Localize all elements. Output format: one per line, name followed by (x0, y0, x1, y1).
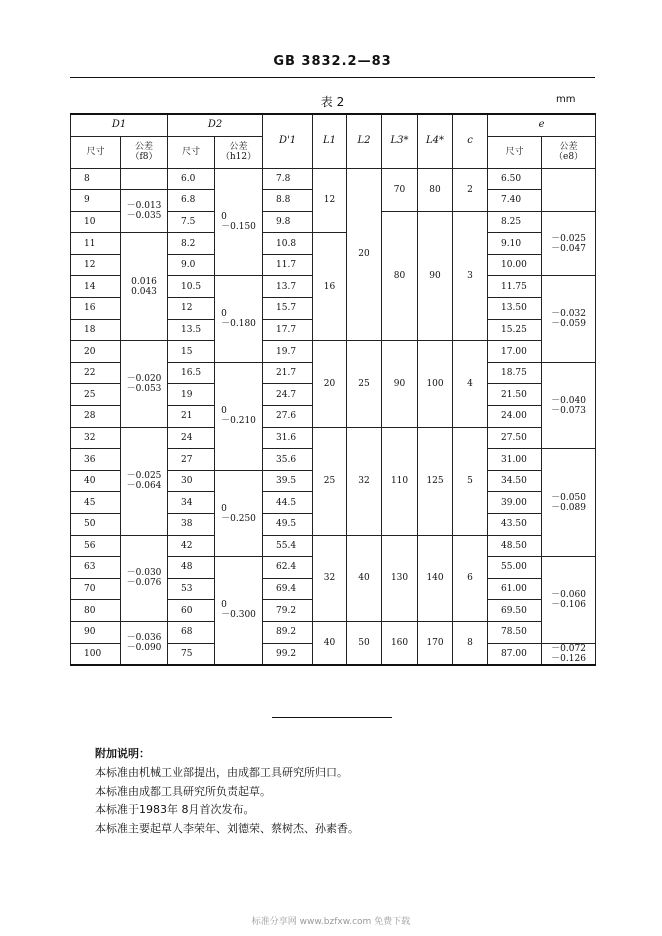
d2-size-cell: 38 (168, 514, 215, 536)
d1-prime-cell: 69.4 (263, 578, 313, 600)
header-rule (70, 77, 595, 78)
d1-prime-cell: 35.6 (263, 449, 313, 471)
tolerance-value (127, 471, 162, 491)
tolerance-upper: －0.060 (551, 589, 586, 600)
header-d1-tol: 公差 （f8） (121, 136, 168, 168)
header-e-tol: 公差 （e8） (542, 136, 596, 168)
e-tol-cell (542, 557, 596, 643)
tolerance-upper: －0.072 (551, 643, 586, 654)
d2-size-cell: 12 (168, 298, 215, 320)
e-size-cell: 43.50 (488, 514, 542, 536)
tolerance-value (551, 309, 586, 329)
table-row (71, 168, 596, 190)
d2-size-cell: 27 (168, 449, 215, 471)
tolerance-upper: 0 (221, 406, 227, 417)
d2-size-cell: 10.5 (168, 276, 215, 298)
tolerance-value (127, 374, 162, 394)
l4-cell: 100 (418, 341, 453, 427)
e-size-cell: 78.50 (488, 621, 542, 643)
e-size-cell: 39.00 (488, 492, 542, 514)
tolerance-value (221, 504, 256, 524)
d1-prime-cell: 44.5 (263, 492, 313, 514)
d1-prime-cell: 27.6 (263, 406, 313, 428)
standard-code-header: GB 3832.2—83 (273, 54, 392, 69)
d1-tol-cell (121, 341, 168, 427)
tolerance-upper: －0.025 (126, 471, 162, 482)
header-c: c (453, 114, 488, 168)
d1-prime-cell: 15.7 (263, 298, 313, 320)
tolerance-value (221, 406, 256, 426)
d2-size-cell: 6.0 (168, 168, 215, 190)
d1-prime-cell: 55.4 (263, 535, 313, 557)
d1-prime-cell: 49.5 (263, 514, 313, 536)
tolerance-upper: 0 (221, 503, 227, 514)
tolerance-upper: 0 (221, 211, 227, 222)
d2-size-cell: 7.5 (168, 211, 215, 233)
tolerance-lower: －0.106 (551, 599, 586, 610)
e-size-cell: 31.00 (488, 449, 542, 471)
d1-size-cell: 18 (71, 319, 121, 341)
e-size-cell: 6.50 (488, 168, 542, 190)
tolerance-upper: －0.050 (551, 492, 586, 503)
e-size-cell: 7.40 (488, 190, 542, 212)
tolerance-upper: －0.030 (126, 568, 162, 579)
d2-tol-cell (215, 168, 263, 276)
d1-prime-cell: 31.6 (263, 427, 313, 449)
d2-size-cell: 53 (168, 578, 215, 600)
table-row (71, 427, 596, 449)
d2-size-cell: 48 (168, 557, 215, 579)
tolerance-value (221, 309, 256, 329)
notes-line: 本标准主要起草人李荣年、刘德荣、蔡树杰、孙素香。 (95, 822, 359, 836)
l3-cell: 160 (382, 621, 418, 664)
d1-size-cell: 10 (71, 211, 121, 233)
e-size-cell: 24.00 (488, 406, 542, 428)
header-l4: L4* (418, 114, 453, 168)
spec-table (70, 113, 596, 666)
table-row (71, 535, 596, 557)
header-d1-size: 尺寸 (71, 136, 121, 168)
tolerance-value (131, 277, 157, 297)
d1-tol-cell (121, 168, 168, 190)
d1-prime-cell: 39.5 (263, 470, 313, 492)
tolerance-value (127, 201, 162, 221)
d1-size-cell: 9 (71, 190, 121, 212)
l4-cell: 125 (418, 427, 453, 535)
notes-line: 本标准由成都工具研究所负责起草。 (95, 784, 271, 798)
c-cell: 4 (453, 341, 488, 427)
header-d2-size: 尺寸 (168, 136, 215, 168)
e-size-cell: 17.00 (488, 341, 542, 363)
d1-prime-cell: 79.2 (263, 600, 313, 622)
e-size-cell: 69.50 (488, 600, 542, 622)
tolerance-lower: －0.053 (126, 383, 162, 394)
e-size-cell: 55.00 (488, 557, 542, 579)
d1-prime-cell: 21.7 (263, 362, 313, 384)
d1-size-cell: 90 (71, 621, 121, 643)
header-l2: L2 (347, 114, 382, 168)
tolerance-lower: －0.059 (551, 319, 586, 330)
tolerance-upper: －0.036 (126, 632, 162, 643)
tolerance-value (127, 568, 162, 588)
e-size-cell: 15.25 (488, 319, 542, 341)
d2-size-cell: 34 (168, 492, 215, 514)
d1-tol-cell (121, 427, 168, 535)
l1-cell: 32 (313, 535, 347, 621)
d2-tol-cell (215, 362, 263, 470)
d2-size-cell: 42 (168, 535, 215, 557)
l3-cell: 70 (382, 168, 418, 211)
header-d2: D2 (168, 114, 263, 136)
watermark-footer: 标准分享网 www.bzfxw.com 免费下载 (251, 917, 411, 927)
l4-cell: 170 (418, 621, 453, 664)
d1-prime-cell: 89.2 (263, 621, 313, 643)
d1-prime-cell: 62.4 (263, 557, 313, 579)
d2-size-cell: 15 (168, 341, 215, 363)
l1-cell: 12 (313, 168, 347, 233)
tolerance-value (551, 396, 586, 416)
c-cell: 3 (453, 211, 488, 341)
d2-size-cell: 9.0 (168, 254, 215, 276)
notes-title: 附加说明： (95, 747, 150, 760)
e-tol-cell (542, 362, 596, 448)
d1-prime-cell: 9.8 (263, 211, 313, 233)
l4-cell: 90 (418, 211, 453, 341)
d1-prime-cell: 17.7 (263, 319, 313, 341)
e-size-cell: 8.25 (488, 211, 542, 233)
d1-prime-cell: 99.2 (263, 643, 313, 665)
header-e: e (488, 114, 596, 136)
tolerance-lower: －0.047 (551, 243, 586, 254)
d1-size-cell: 11 (71, 233, 121, 255)
d1-prime-cell: 11.7 (263, 254, 313, 276)
d1-tol-cell (121, 233, 168, 341)
e-tol-cell (542, 211, 596, 276)
d2-tol-cell (215, 557, 263, 665)
d1-tol-cell (121, 190, 168, 233)
tolerance-upper: －0.040 (551, 395, 586, 406)
e-size-cell: 13.50 (488, 298, 542, 320)
d1-size-cell: 70 (71, 578, 121, 600)
d1-size-cell: 8 (71, 168, 121, 190)
tolerance-value (221, 212, 256, 232)
l1-cell: 25 (313, 427, 347, 535)
d2-size-cell: 19 (168, 384, 215, 406)
tolerance-lower: －0.126 (551, 653, 586, 664)
tolerance-lower: －0.150 (221, 221, 256, 232)
d1-size-cell: 25 (71, 384, 121, 406)
header-d1-prime: D'1 (263, 114, 313, 168)
d2-size-cell: 13.5 (168, 319, 215, 341)
d2-tol-cell (215, 470, 263, 556)
d2-tol-cell (215, 276, 263, 362)
e-tol-cell (542, 168, 596, 211)
table-title: 表 2 (320, 95, 345, 109)
unit-label: mm (556, 94, 576, 105)
notes-line: 本标准于1983年 8月首次发布。 (95, 803, 255, 817)
l2-cell: 50 (347, 621, 382, 664)
additional-notes (95, 745, 595, 839)
l3-cell: 130 (382, 535, 418, 621)
tolerance-lower: －0.064 (126, 481, 162, 492)
l1-cell: 20 (313, 341, 347, 427)
table-row (71, 621, 596, 643)
d1-size-cell: 14 (71, 276, 121, 298)
d1-size-cell: 40 (71, 470, 121, 492)
c-cell: 5 (453, 427, 488, 535)
e-size-cell: 87.00 (488, 643, 542, 665)
tolerance-value (551, 493, 586, 513)
l4-cell: 140 (418, 535, 453, 621)
c-cell: 6 (453, 535, 488, 621)
d2-size-cell: 24 (168, 427, 215, 449)
e-tol-cell (542, 449, 596, 557)
e-size-cell: 10.00 (488, 254, 542, 276)
l2-cell: 25 (347, 341, 382, 427)
tolerance-value (221, 600, 256, 620)
tolerance-lower: －0.090 (126, 642, 162, 653)
end-divider (272, 717, 392, 718)
notes-line: 本标准由机械工业部提出，由成都工具研究所归口。 (95, 765, 348, 779)
d1-tol-cell (121, 621, 168, 664)
e-size-cell: 27.50 (488, 427, 542, 449)
e-size-cell: 9.10 (488, 233, 542, 255)
d1-prime-cell: 19.7 (263, 341, 313, 363)
l3-cell: 80 (382, 211, 418, 341)
e-size-cell: 61.00 (488, 578, 542, 600)
d1-prime-cell: 13.7 (263, 276, 313, 298)
d2-size-cell: 60 (168, 600, 215, 622)
tolerance-lower: －0.035 (126, 211, 162, 222)
l1-cell: 16 (313, 233, 347, 341)
d1-size-cell: 28 (71, 406, 121, 428)
d1-prime-cell: 8.8 (263, 190, 313, 212)
d1-tol-cell (121, 535, 168, 621)
header-d2-tol: 公差 （h12） (215, 136, 263, 168)
tolerance-upper: －0.013 (126, 201, 162, 212)
d1-size-cell: 63 (71, 557, 121, 579)
e-size-cell: 21.50 (488, 384, 542, 406)
d1-prime-cell: 24.7 (263, 384, 313, 406)
l4-cell: 80 (418, 168, 453, 211)
tolerance-lower: －0.210 (221, 416, 256, 427)
e-size-cell: 34.50 (488, 470, 542, 492)
d2-size-cell: 30 (168, 470, 215, 492)
tolerance-upper: 0 (221, 600, 227, 611)
tolerance-value (127, 633, 162, 653)
tolerance-upper: －0.020 (126, 373, 162, 384)
tolerance-upper: －0.025 (551, 233, 586, 244)
l1-cell: 40 (313, 621, 347, 664)
d2-size-cell: 6.8 (168, 190, 215, 212)
d1-size-cell: 56 (71, 535, 121, 557)
table-row (71, 341, 596, 363)
l3-cell: 90 (382, 341, 418, 427)
c-cell: 8 (453, 621, 488, 664)
header-l1: L1 (313, 114, 347, 168)
header-e-size: 尺寸 (488, 136, 542, 168)
tolerance-value (551, 644, 586, 664)
e-size-cell: 11.75 (488, 276, 542, 298)
d1-size-cell: 32 (71, 427, 121, 449)
tolerance-lower: －0.250 (221, 513, 256, 524)
d1-size-cell: 50 (71, 514, 121, 536)
l3-cell: 110 (382, 427, 418, 535)
e-tol-cell (542, 276, 596, 362)
e-tol-cell (542, 643, 596, 665)
tolerance-value (551, 234, 586, 254)
tolerance-lower: －0.089 (551, 502, 586, 513)
l2-cell: 40 (347, 535, 382, 621)
d1-size-cell: 80 (71, 600, 121, 622)
l2-cell: 32 (347, 427, 382, 535)
d2-size-cell: 75 (168, 643, 215, 665)
d2-size-cell: 68 (168, 621, 215, 643)
header-l3: L3* (382, 114, 418, 168)
d1-size-cell: 36 (71, 449, 121, 471)
d1-prime-cell: 10.8 (263, 233, 313, 255)
e-size-cell: 48.50 (488, 535, 542, 557)
d1-size-cell: 12 (71, 254, 121, 276)
tolerance-lower: －0.180 (221, 319, 256, 330)
d1-size-cell: 22 (71, 362, 121, 384)
tolerance-lower: －0.073 (551, 405, 586, 416)
d1-prime-cell: 7.8 (263, 168, 313, 190)
tolerance-lower: 0.043 (131, 286, 157, 297)
tolerance-upper: －0.032 (551, 309, 586, 320)
d1-size-cell: 16 (71, 298, 121, 320)
header-d1: D1 (71, 114, 168, 136)
d1-size-cell: 45 (71, 492, 121, 514)
table-row (71, 233, 596, 255)
l2-cell: 20 (347, 168, 382, 341)
c-cell: 2 (453, 168, 488, 211)
d2-size-cell: 21 (168, 406, 215, 428)
tolerance-lower: －0.076 (126, 578, 162, 589)
tolerance-upper: 0.016 (131, 276, 157, 287)
e-size-cell: 18.75 (488, 362, 542, 384)
d2-size-cell: 16.5 (168, 362, 215, 384)
d1-size-cell: 20 (71, 341, 121, 363)
d2-size-cell: 8.2 (168, 233, 215, 255)
tolerance-value (551, 590, 586, 610)
tolerance-lower: －0.300 (221, 610, 256, 621)
tolerance-upper: 0 (221, 309, 227, 320)
d1-size-cell: 100 (71, 643, 121, 665)
